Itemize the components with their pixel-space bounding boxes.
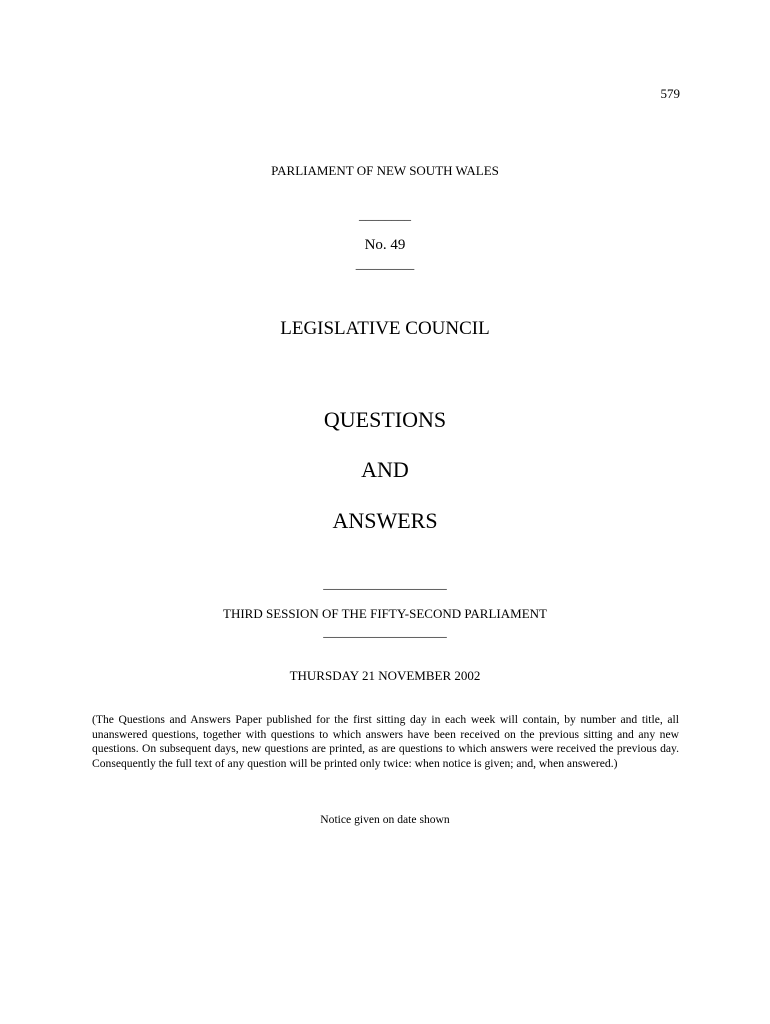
session-heading: THIRD SESSION OF THE FIFTY-SECOND PARLIAMENT <box>223 606 547 621</box>
parliament-heading: PARLIAMENT OF NEW SOUTH WALES <box>271 163 499 178</box>
notice-heading: Notice given on date shown <box>320 813 450 826</box>
session-rule-bottom: ___________________ <box>323 624 447 639</box>
title-and: AND <box>361 457 409 482</box>
paper-number: No. 49 <box>364 237 406 253</box>
header-rule-top: ________ <box>359 207 411 222</box>
session-rule-top: ___________________ <box>323 576 447 591</box>
page-number: 579 <box>660 86 680 101</box>
sitting-date: THURSDAY 21 NOVEMBER 2002 <box>289 668 481 683</box>
title-questions: QUESTIONS <box>323 407 447 432</box>
preamble-paragraph: (The Questions and Answers Paper published for the first sitting day in each week will contain, by number and title, all unanswered questions, together with questions to which answers have been received on the previous sitting and any new questions. On subsequent days, new questions are printed, as are questions to which answers were received the previous day. Consequently the full text of any question will be printed only twice: when notice is given; and, when answered.) <box>92 713 679 770</box>
council-heading: LEGISLATIVE COUNCIL <box>280 318 490 339</box>
header-rule-bottom: _________ <box>355 256 415 271</box>
title-answers: ANSWERS <box>332 508 438 533</box>
